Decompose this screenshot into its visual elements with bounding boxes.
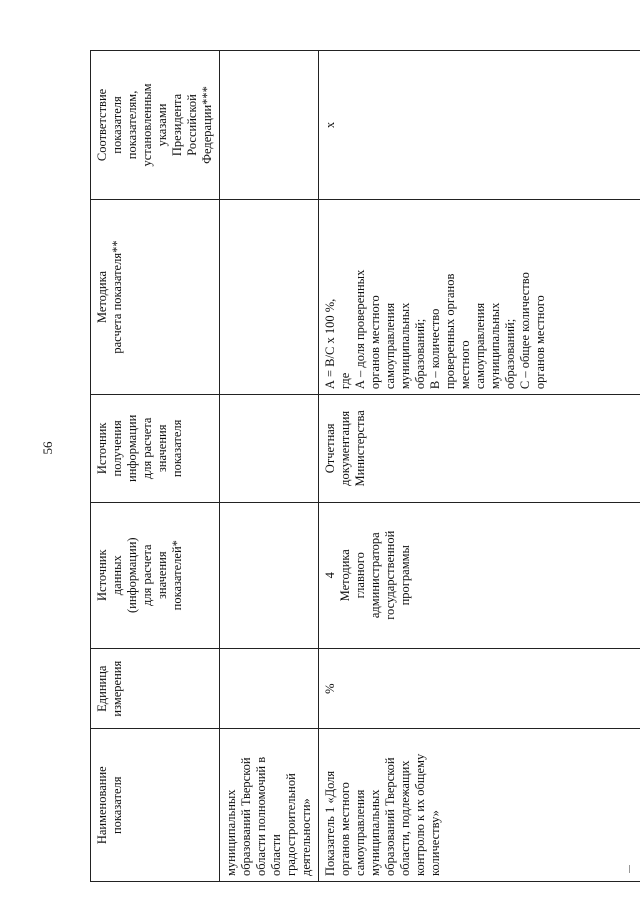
cell-continuation-compliance: [220, 51, 319, 200]
cell-indicator-source-data: 4 Методика главного администратора государственной программы: [319, 502, 640, 648]
cell-indicator-unit: %: [319, 648, 640, 729]
header-method: Методика расчета показателя**: [91, 199, 220, 394]
cell-continuation-method: [220, 199, 319, 394]
header-source-info: Источник получения информации для расчета значения показателя: [91, 395, 220, 502]
header-indicator-name: Наименование показателя: [91, 729, 220, 882]
indicators-table: [90, 50, 640, 882]
page-number: 56: [40, 441, 55, 455]
rotated-table-inner: [90, 50, 608, 882]
rotated-table-container: [90, 50, 608, 882]
cell-indicator-name: Показатель 1 «Доля органов местного самоуправления муниципальных образований Тверской области, подлежащих контролю к их общему количеству»: [319, 729, 640, 882]
table-header-row: [91, 51, 220, 882]
table-row-indicator-1: [319, 51, 640, 882]
cell-indicator-source-info: Отчетная документация Министерства: [319, 395, 640, 502]
header-unit: Единица измерения: [91, 648, 220, 729]
header-source-data: Источник данных (информации) для расчета значения показателей*: [91, 502, 220, 648]
cell-continuation-unit: [220, 648, 319, 729]
scan-mark: [629, 865, 630, 873]
cell-continuation-source-info: [220, 395, 319, 502]
cell-continuation-name: муниципальных образований Тверской области полномочий в области градостроительной деятельности»: [220, 729, 319, 882]
cell-continuation-source-data: [220, 502, 319, 648]
cell-indicator-method: А = В/С х 100 %, где А – доля проверенных органов местного самоуправления муниципальных образований; В – количество проверенных органов местного самоуправления муниципальных образований; С – общее количество органов местного: [319, 199, 640, 394]
cell-indicator-compliance: х: [319, 51, 640, 200]
table-row-continuation: [220, 51, 319, 882]
header-compliance: Соответствие показателя показателям, установленным указами Президента Российской Федерации***: [91, 51, 220, 200]
